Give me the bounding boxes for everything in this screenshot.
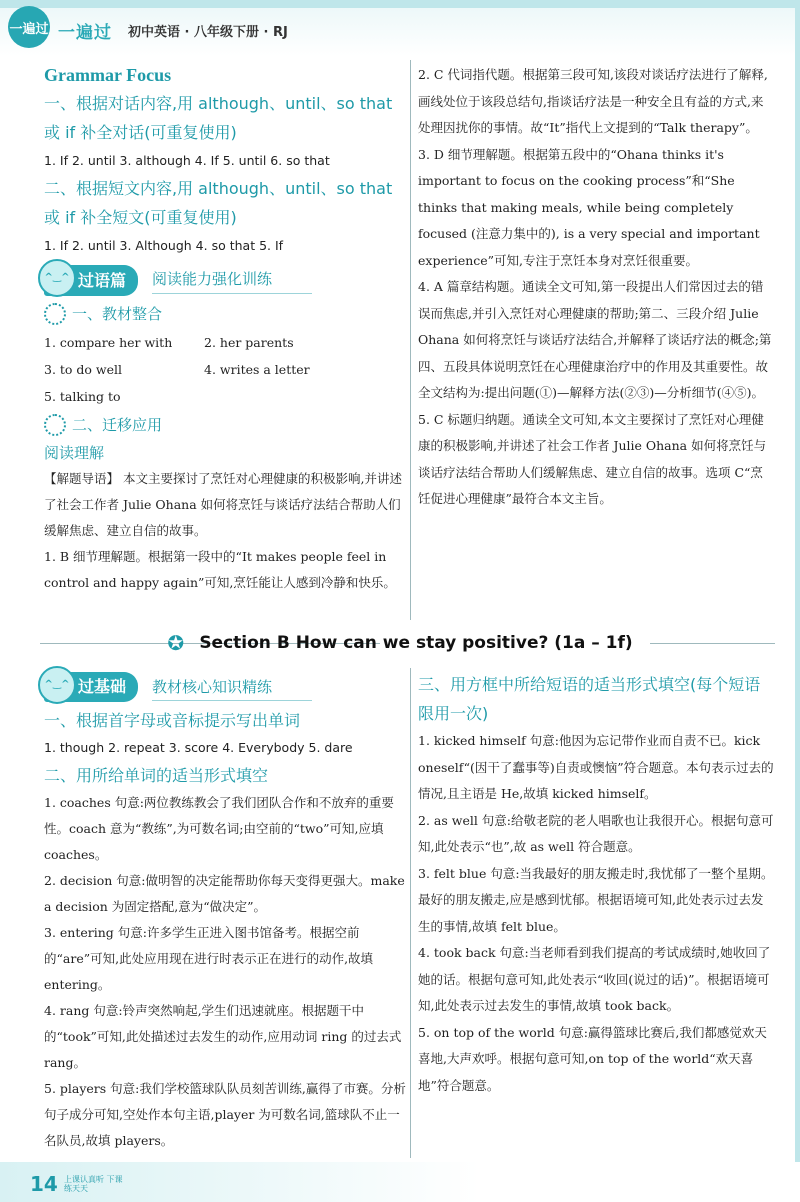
reading-banner-sub: 阅读能力强化训练 <box>152 266 312 294</box>
list-item: 2. her parents <box>204 335 294 350</box>
reading-s1-heading <box>44 299 406 329</box>
column-divider-bottom <box>410 668 411 1158</box>
basics-q3-item: 1. kicked himself 句意:他因为忘记带作业而自责不已。kick oneself“(因干了蠢事等)自责或懊恼”符合题意。本句表示过去的情况,且主语是 He,故填 kicked himself。 <box>418 733 774 801</box>
grammar-q2-title: 二、根据短文内容,用 although、until、so that 或 if 补全短文(可重复使用) <box>44 179 393 227</box>
mascot-logo-icon: 一遍过 <box>8 6 50 48</box>
grammar-q1-answers: 1. If 2. until 3. although 4. If 5. until 6. so that <box>44 153 330 168</box>
basics-q3-item: 2. as well 句意:给敬老院的老人唱歌也让我很开心。根据句意可知,此处表示“也”,故 as well 符合题意。 <box>418 812 774 854</box>
right-edge-stripe <box>795 0 800 1202</box>
reading-answer-4: 4. A 篇章结构题。通读全文可知,第一段提出人们常因过去的错误而焦虑,并引入烹饪对心理健康的帮助;第二、三段介绍 Julie Ohana 如何将烹饪与谈话疗法结合,并解释了谈话疗法的概念;第四、五段具体说明烹饪在心理健康治疗中的作用及其重要性。故全文结构为:提出问题(①)—解释方法(②③)—分析细节(④⑤)。 <box>418 279 772 400</box>
reading-s2-sub: 阅读理解 <box>44 444 105 462</box>
basics-q3-item: 4. took back 句意:当老师看到我们提高的考试成绩时,她收回了她的话。根据句意可知,此处表示“收回(说过的话)”。根据语境可知,此处表示过去发生的事情,故填 took back。 <box>418 945 771 1013</box>
basics-item: 3. entering 句意:许多学生正进入图书馆备考。根据空前的“are”可知,此处应用现在进行时表示正在进行的动作,故填 entering。 <box>44 925 374 992</box>
list-item: 1. compare her with <box>44 335 173 350</box>
basics-item: 5. players 句意:我们学校篮球队队员刻苦训练,赢得了市赛。分析句子成分可知,空处作本句主语,player 为可数名词,篮球队不止一名队员,故填 players。 <box>44 1081 406 1148</box>
list-item: 4. writes a letter <box>204 362 310 377</box>
header-stripe <box>0 0 800 8</box>
reading-answer-2: 2. C 代词指代题。根据第三段可知,该段对谈话疗法进行了解释,画线处位于该段总结句,指谈话疗法是一种安全且有益的方式,来处理因扰你的事情。故“It”指代上文提到的“Talk therapy”。 <box>418 67 768 135</box>
page-header <box>0 0 800 56</box>
footer-note: 上课认真听 下课练天天 <box>64 1175 123 1193</box>
brand-name: 一遍过 <box>58 23 112 43</box>
reading-banner <box>44 265 406 295</box>
reading-banner-tag <box>44 265 138 296</box>
right-column-top <box>418 62 774 513</box>
grammar-focus-title: Grammar Focus <box>44 65 172 85</box>
basics-banner-tag <box>44 672 138 702</box>
column-divider-top <box>410 60 411 620</box>
basics-item: 2. decision 句意:做明智的决定能帮助你每天变得更强大。make a decision 为固定搭配,意为“做决定”。 <box>44 873 405 914</box>
gear-icon <box>44 303 66 325</box>
list-item: 3. to do well <box>44 362 123 377</box>
gear-icon <box>44 414 66 436</box>
section-b-title: Section B How can we stay positive? (1a – 1f) <box>199 633 633 653</box>
right-column-bottom <box>418 670 774 1099</box>
reading-s1-list <box>44 329 406 410</box>
mascot-icon: ^‿^ <box>38 259 76 297</box>
left-column-top <box>44 56 406 596</box>
basics-banner <box>44 672 406 702</box>
list-item: 5. talking to <box>44 389 121 404</box>
mascot-icon: ^‿^ <box>38 666 76 704</box>
reading-s2-heading <box>44 410 406 440</box>
basics-item: 4. rang 句意:铃声突然响起,学生们迅速就座。根据题干中的“took”可知,此处描述过去发生的动作,应用动词 ring 的过去式 rang。 <box>44 1003 402 1070</box>
basics-q3-title: 三、用方框中所给短语的适当形式填空(每个短语限用一次) <box>418 675 761 723</box>
basics-q2-title: 二、用所给单词的适当形式填空 <box>44 766 269 785</box>
section-b-heading <box>0 626 800 660</box>
left-column-bottom <box>44 672 406 1154</box>
book-crumb: 初中英语 · 八年级下册 · RJ <box>128 25 288 40</box>
reading-answer-1: 1. B 细节理解题。根据第一段中的“It makes people feel in control and happy again”可知,烹饪能让人感到冷静和快乐。 <box>44 549 396 590</box>
basics-q3-item: 5. on top of the world 句意:赢得篮球比赛后,我们都感觉欢天喜地,大声欢呼。根据句意可知,on top of the world“欢天喜地”符合题意。 <box>418 1024 767 1093</box>
reading-s1-label: 一、教材整合 <box>72 305 163 323</box>
basics-q3-item: 3. felt blue 句意:当我最好的朋友搬走时,我忧郁了一整个星期。最好的朋友搬走,应是感到忧郁。根据语境可知,此处表示过去发生的事情,故填 felt blue。 <box>418 865 774 934</box>
reading-s2-label: 二、迁移应用 <box>72 416 163 434</box>
reading-guide: 【解题导语】 本文主要探讨了烹饪对心理健康的积极影响,并讲述了社会工作者 Julie Ohana 如何将烹饪与谈话疗法结合帮助人们缓解焦虑、建立自信的故事。 <box>44 471 402 538</box>
basics-banner-label: 过基础 <box>78 677 127 696</box>
grammar-q2-answers: 1. If 2. until 3. Although 4. so that 5. If <box>44 238 284 253</box>
basics-q1-answers: 1. though 2. repeat 3. score 4. Everybody 5. dare <box>44 740 353 755</box>
reading-banner-label: 过语篇 <box>78 270 127 290</box>
basics-q1-title: 一、根据首字母或音标提示写出单词 <box>44 711 301 730</box>
page-footer <box>0 1162 800 1202</box>
basics-banner-sub: 教材核心知识精练 <box>152 674 312 701</box>
star-badge-icon: ✪ <box>167 631 185 655</box>
grammar-q1-title: 一、根据对话内容,用 although、until、so that 或 if 补全对话(可重复使用) <box>44 94 393 142</box>
reading-answer-5: 5. C 标题归纳题。通读全文可知,本文主要探讨了烹饪对心理健康的积极影响,并讲述了社会工作者 Julie Ohana 如何将烹饪与谈话疗法结合帮助人们缓解焦虑、建立自信的故事。选项 C“烹饪促进心理健康”最符合本文主旨。 <box>418 411 767 506</box>
reading-answer-3: 3. D 细节理解题。根据第五段中的“Ohana thinks it's important to focus on the cooking process”和“She thinks that making meals, while being completely focused (注意力集中的), is a very special and important experience”可知,专注于烹饪本身对烹饪很重要。 <box>418 146 760 268</box>
page-number: 14 <box>30 1172 58 1196</box>
basics-item: 1. coaches 句意:两位教练教会了我们团队合作和不放弃的重要性。coach 意为“教练”,为可数名词;由空前的“two”可知,应填 coaches。 <box>44 795 394 862</box>
